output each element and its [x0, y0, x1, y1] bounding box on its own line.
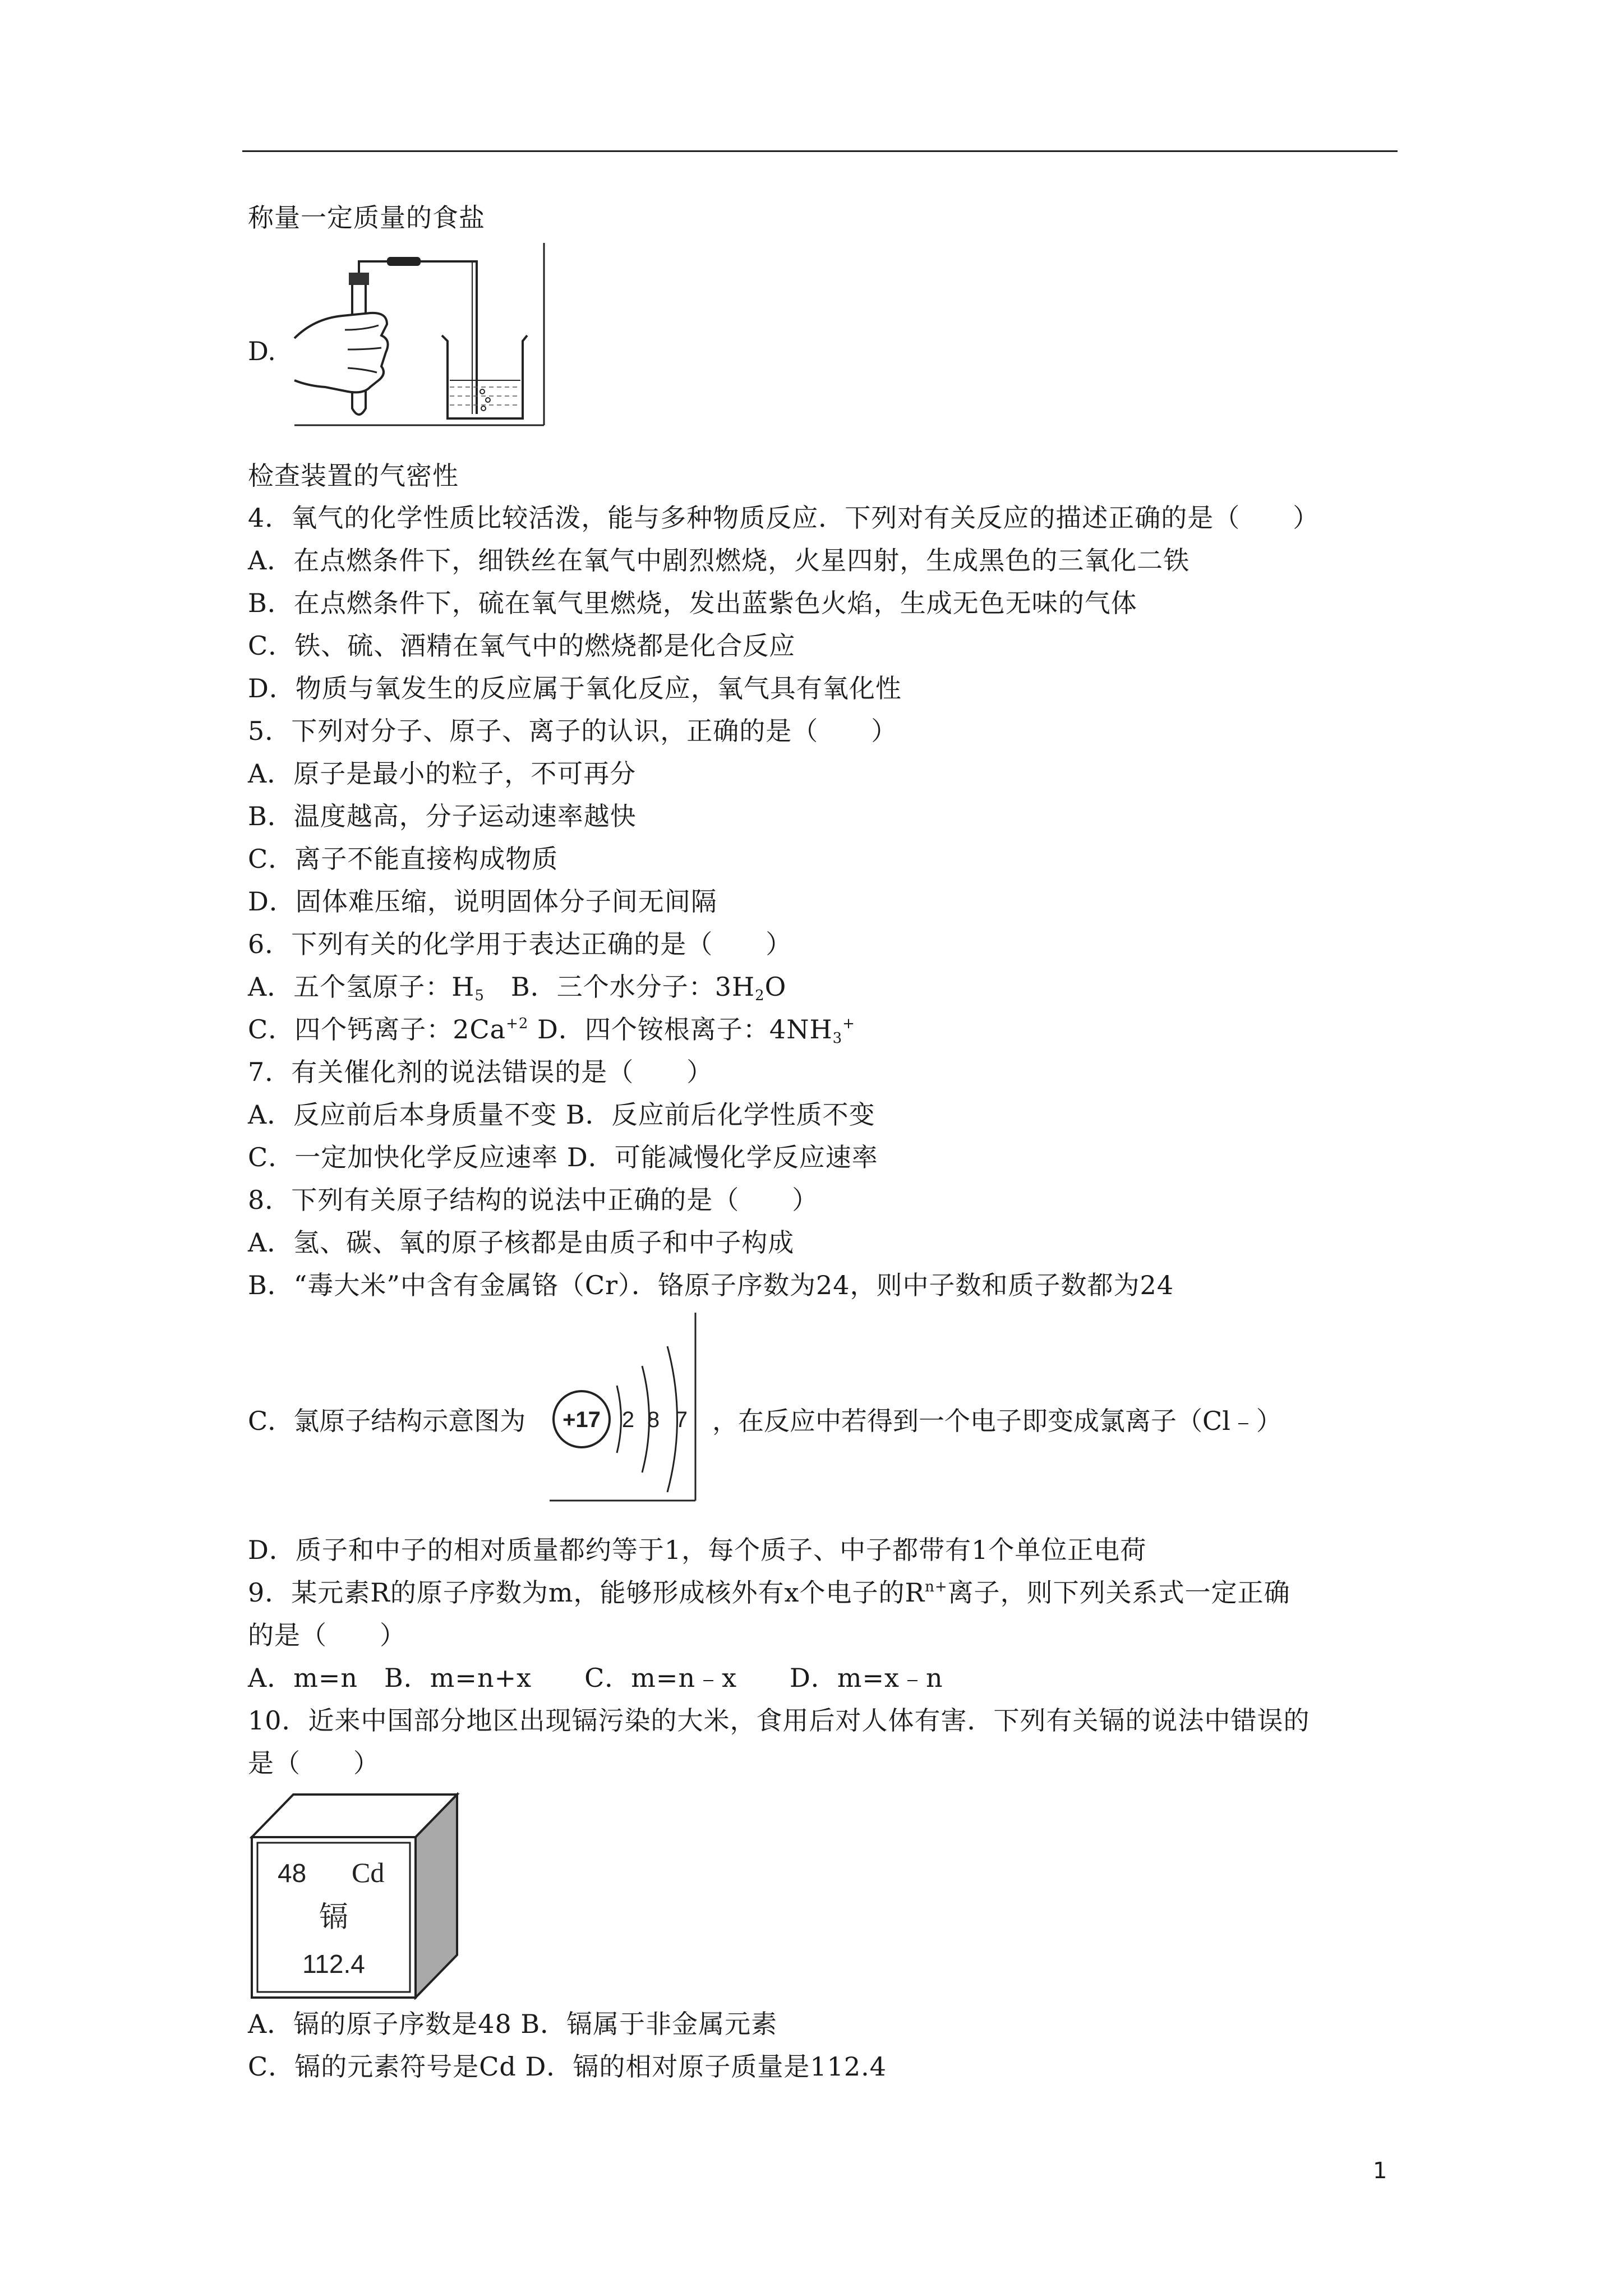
q10-options-ab: A．镉的原子序数是48 B．镉属于非金属元素 — [248, 2009, 778, 2039]
q6-stem: 6．下列有关的化学用于表达正确的是（ ） — [248, 929, 792, 959]
q8-option-d: D．质子和中子的相对质量都约等于1，每个质子、中子都带有1个单位正电荷 — [248, 1535, 1147, 1565]
q4-option-a: A．在点燃条件下，细铁丝在氧气中剧烈燃烧，火星四射，生成黑色的三氧化二铁 — [248, 545, 1190, 576]
q8-stem: 8．下列有关原子结构的说法中正确的是（ ） — [248, 1185, 819, 1215]
header-rule — [242, 150, 1398, 152]
q8-option-a: A．氢、碳、氧的原子核都是由质子和中子构成 — [248, 1227, 795, 1258]
q10-stem: 10．近来中国部分地区出现镉污染的大米，食用后对人体有害．下列有关镉的说法中错误的 — [248, 1705, 1310, 1736]
option-d-label: D. — [248, 336, 276, 366]
q9-stem-line2: 的是（ ） — [248, 1620, 406, 1650]
q5-option-b: B．温度越高，分子运动速率越快 — [248, 801, 637, 831]
caption-weigh-salt: 称量一定质量的食盐 — [248, 203, 485, 233]
q6-options-cd: C．四个钙离子：$2Ca^{+2}$ D．四个铵根离子：$4NH_3^+$ — [248, 1014, 855, 1047]
shell-3-electrons: 7 — [675, 1407, 688, 1432]
element-symbol: Cd — [352, 1857, 385, 1888]
atomic-mass: 112.4 — [302, 1949, 365, 1978]
q9-options: A．m=n B．m=n+x C．m=n﹣x D．m=x﹣n — [248, 1663, 943, 1693]
airtightness-check-figure — [292, 240, 550, 428]
q8-option-c-prefix: C．氯原子结构示意图为 — [248, 1406, 526, 1436]
q4-stem: 4．氧气的化学性质比较活泼，能与多种物质反应．下列对有关反应的描述正确的是（ ） — [248, 503, 1320, 533]
shell-1-electrons: 2 — [621, 1407, 635, 1432]
atomic-number: 48 — [278, 1858, 307, 1888]
q10-options-cd: C．镉的元素符号是Cd D．镉的相对原子质量是112.4 — [248, 2051, 887, 2082]
q4-option-d: D．物质与氧发生的反应属于氧化反应，氧气具有氧化性 — [248, 673, 902, 703]
q7-options-cd: C．一定加快化学反应速率 D．可能减慢化学反应速率 — [248, 1142, 878, 1172]
q6-options-ab: A．五个氢原子：$H_5$ B．三个水分子：$3H_2O$ — [248, 972, 787, 1004]
chlorine-atom-diagram — [547, 1313, 709, 1503]
q4-option-b: B．在点燃条件下，硫在氧气里燃烧，发出蓝紫色火焰，生成无色无味的气体 — [248, 588, 1137, 618]
q8-option-b: B．“毒大米”中含有金属铬（Cr）．铬原子序数为24，则中子数和质子数都为24 — [248, 1270, 1174, 1300]
page-number: 1 — [1373, 2158, 1387, 2184]
cadmium-element-card — [250, 1792, 460, 2000]
shell-2-electrons: 8 — [647, 1407, 660, 1432]
q5-option-d: D．固体难压缩，说明固体分子间无间隔 — [248, 886, 717, 917]
nucleus-charge: +17 — [562, 1407, 601, 1432]
q9-stem: 9．某元素R的原子序数为m，能够形成核外有x个电子的$R^{n+}$离子，则下列关系式一定正确 — [248, 1577, 1290, 1608]
q7-stem: 7．有关催化剂的说法错误的是（ ） — [248, 1057, 713, 1087]
element-name: 镉 — [319, 1901, 349, 1934]
caption-check-airtight: 检查装置的气密性 — [248, 461, 459, 491]
q4-option-c: C．铁、硫、酒精在氧气中的燃烧都是化合反应 — [248, 631, 796, 661]
q5-option-a: A．原子是最小的粒子，不可再分 — [248, 758, 637, 789]
q10-stem-line2: 是（ ） — [248, 1748, 380, 1778]
q7-options-ab: A．反应前后本身质量不变 B．反应前后化学性质不变 — [248, 1099, 875, 1130]
q5-option-c: C．离子不能直接构成物质 — [248, 844, 559, 874]
q8-option-c-suffix: ，在反应中若得到一个电子即变成氯离子（Cl﹣） — [712, 1406, 1282, 1436]
q5-stem: 5．下列对分子、原子、离子的认识，正确的是（ ） — [248, 716, 898, 746]
